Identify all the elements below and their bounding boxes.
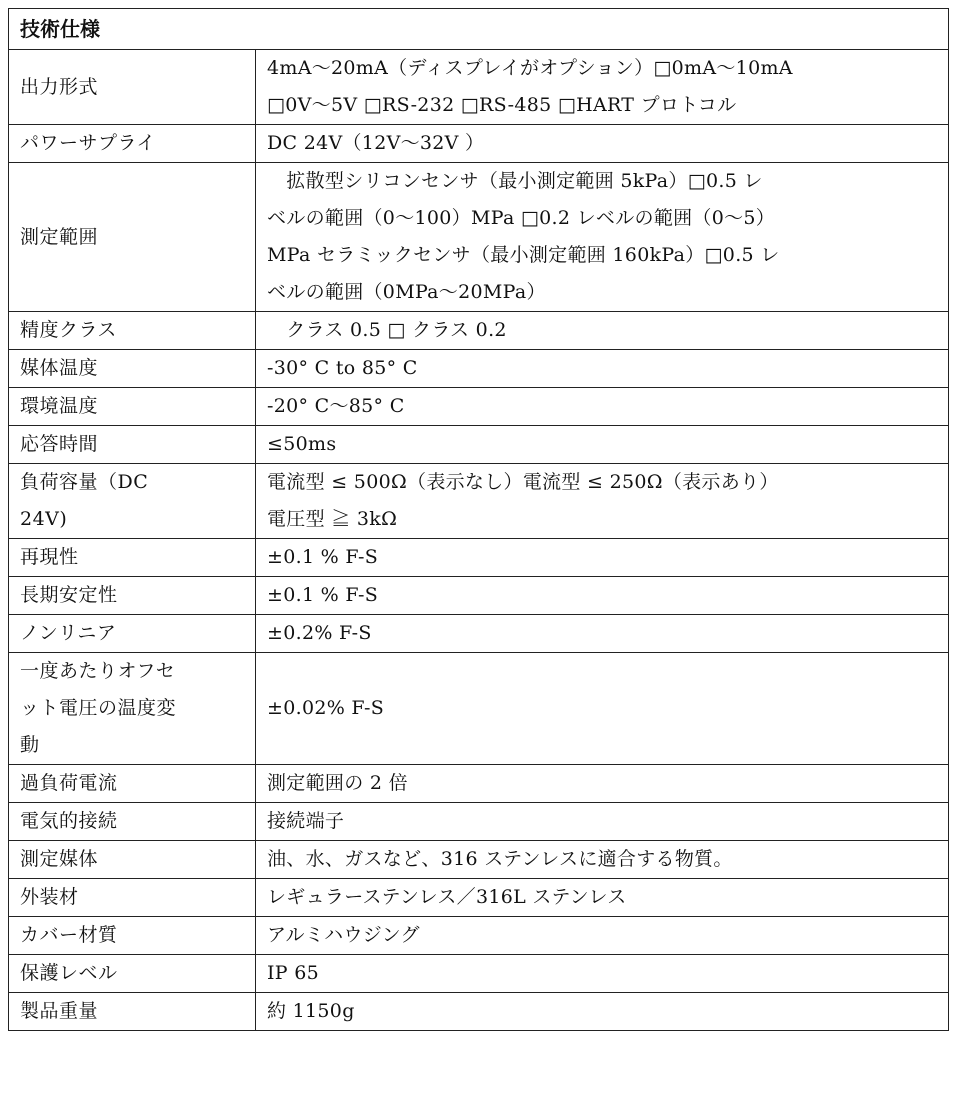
row-product-weight — [9, 993, 949, 1031]
measuring-range-line-3: MPa セラミックセンサ（最小測定範囲 160kPa）□0.5 レ — [267, 244, 780, 266]
protection-level-label: 保護レベル — [9, 955, 256, 993]
response-time-label: 応答時間 — [9, 426, 256, 464]
spec-table — [8, 8, 949, 1031]
offset-temp-drift-label-line-2: ット電圧の温度変 — [20, 697, 177, 719]
row-accuracy-class — [9, 312, 949, 350]
measured-media-value: 油、水、ガスなど、316 ステンレスに適合する物質。 — [256, 841, 949, 879]
row-nonlinearity — [9, 615, 949, 653]
cover-material-value: アルミハウジング — [256, 917, 949, 955]
ambient-temperature-label: 環境温度 — [9, 388, 256, 426]
row-measured-media — [9, 841, 949, 879]
electrical-connection-label: 電気的接続 — [9, 803, 256, 841]
accuracy-class-label: 精度クラス — [9, 312, 256, 350]
measuring-range-line-4: ベルの範囲（0MPa～20MPa） — [267, 281, 546, 303]
offset-temp-drift-label — [9, 653, 256, 765]
row-load-capacity — [9, 464, 949, 539]
load-capacity-line-2: 電圧型 ≧ 3kΩ — [267, 508, 398, 530]
row-housing-material — [9, 879, 949, 917]
row-cover-material — [9, 917, 949, 955]
repeatability-value: ±0.1 % F-S — [256, 539, 949, 577]
output-format-value — [256, 50, 949, 125]
row-long-term-stability — [9, 577, 949, 615]
row-repeatability — [9, 539, 949, 577]
protection-level-value: IP 65 — [256, 955, 949, 993]
row-overload-current — [9, 765, 949, 803]
row-power-supply — [9, 125, 949, 163]
long-term-stability-label: 長期安定性 — [9, 577, 256, 615]
media-temperature-value: -30° C to 85° C — [256, 350, 949, 388]
title-row — [9, 9, 949, 50]
overload-current-value: 測定範囲の 2 倍 — [256, 765, 949, 803]
load-capacity-value — [256, 464, 949, 539]
row-electrical-connection — [9, 803, 949, 841]
product-weight-label: 製品重量 — [9, 993, 256, 1031]
electrical-connection-value: 接続端子 — [256, 803, 949, 841]
output-format-line-1: 4mA～20mA（ディスプレイがオプション）□0mA～10mA — [267, 57, 793, 79]
nonlinearity-value: ±0.2% F-S — [256, 615, 949, 653]
measuring-range-value — [256, 163, 949, 312]
measuring-range-line-2: ベルの範囲（0～100）MPa □0.2 レベルの範囲（0～5） — [267, 207, 776, 229]
overload-current-label: 過負荷電流 — [9, 765, 256, 803]
row-media-temperature — [9, 350, 949, 388]
housing-material-value: レギュラーステンレス／316L ステンレス — [256, 879, 949, 917]
power-supply-value: DC 24V（12V～32V ） — [256, 125, 949, 163]
measuring-range-line-1: 拡散型シリコンセンサ（最小測定範囲 5kPa）□0.5 レ — [267, 170, 763, 192]
row-output-format — [9, 50, 949, 125]
ambient-temperature-value: -20° C～85° C — [256, 388, 949, 426]
load-capacity-line-1: 電流型 ≤ 500Ω（表示なし）電流型 ≤ 250Ω（表示あり） — [267, 471, 779, 493]
offset-temp-drift-label-line-1: 一度あたりオフセ — [20, 660, 176, 682]
product-weight-value: 約 1150g — [256, 993, 949, 1031]
load-capacity-label — [9, 464, 256, 539]
row-ambient-temperature — [9, 388, 949, 426]
measuring-range-label: 測定範囲 — [9, 163, 256, 312]
long-term-stability-value: ±0.1 % F-S — [256, 577, 949, 615]
repeatability-label: 再現性 — [9, 539, 256, 577]
table-title: 技術仕様 — [9, 9, 949, 50]
row-protection-level — [9, 955, 949, 993]
output-format-label: 出力形式 — [9, 50, 256, 125]
row-response-time — [9, 426, 949, 464]
row-offset-temp-drift — [9, 653, 949, 765]
row-measuring-range — [9, 163, 949, 312]
media-temperature-label: 媒体温度 — [9, 350, 256, 388]
load-capacity-label-line-2: 24V) — [20, 508, 68, 530]
accuracy-class-value: クラス 0.5 □ クラス 0.2 — [256, 312, 949, 350]
housing-material-label: 外装材 — [9, 879, 256, 917]
output-format-line-2: □0V～5V □RS-232 □RS-485 □HART プロトコル — [267, 94, 737, 116]
offset-temp-drift-value: ±0.02% F-S — [256, 653, 949, 765]
response-time-value: ≤50ms — [256, 426, 949, 464]
power-supply-label: パワーサプライ — [9, 125, 256, 163]
nonlinearity-label: ノンリニア — [9, 615, 256, 653]
offset-temp-drift-label-line-3: 動 — [20, 734, 40, 756]
measured-media-label: 測定媒体 — [9, 841, 256, 879]
cover-material-label: カバー材質 — [9, 917, 256, 955]
load-capacity-label-line-1: 負荷容量（DC — [20, 471, 149, 493]
